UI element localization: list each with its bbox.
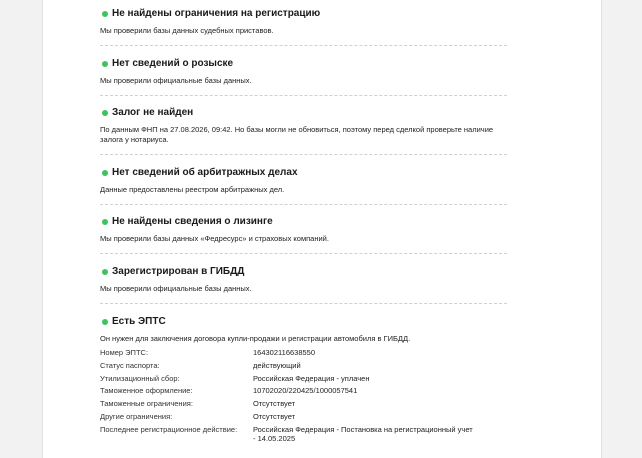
epts-row-customs xyxy=(100,386,508,396)
epts-row-recycling-fee xyxy=(100,374,508,384)
check-leasing xyxy=(100,215,508,244)
epts-key: Таможенные ограничения: xyxy=(100,399,193,409)
check-title: Есть ЭПТС xyxy=(112,316,166,327)
check-pledge xyxy=(100,106,508,145)
epts-key: Последнее регистрационное действие: xyxy=(100,424,238,434)
status-ok-icon xyxy=(102,170,108,176)
check-description: Мы проверили базы данных судебных приставов. xyxy=(100,26,274,35)
check-description: Мы проверили базы данных «Федресурс» и страховых компаний. xyxy=(100,234,329,243)
status-ok-icon xyxy=(102,11,108,17)
epts-key: Статус паспорта: xyxy=(100,360,160,370)
epts-key: Номер ЭПТС: xyxy=(100,348,149,357)
epts-value: Отсутствует xyxy=(253,411,296,421)
divider xyxy=(100,204,507,205)
check-title: Нет сведений о розыске xyxy=(112,58,234,69)
epts-details xyxy=(100,348,508,444)
epts-value: Российская Федерация - уплачен xyxy=(253,373,370,383)
divider xyxy=(100,45,507,46)
epts-row-last-registration xyxy=(100,425,508,444)
check-description: Мы проверили официальные базы данных. xyxy=(100,284,252,293)
check-title: Не найдены сведения о лизинге xyxy=(112,216,273,227)
epts-value: Российская Федерация - Постановка на регистрационный учет - 14.05.2025 xyxy=(253,424,473,444)
divider xyxy=(100,253,507,254)
check-description: Мы проверили официальные базы данных. xyxy=(100,76,252,85)
epts-row-other-restrictions xyxy=(100,412,508,422)
check-description: Он нужен для заключения договора купли-продажи и регистрации автомобиля в ГИБДД. xyxy=(100,334,411,343)
status-ok-icon xyxy=(102,269,108,275)
status-ok-icon xyxy=(102,61,108,67)
check-description: Данные предоставлены реестром арбитражных дел. xyxy=(100,185,285,194)
check-arbitration xyxy=(100,166,508,195)
check-epts xyxy=(100,315,508,447)
epts-value: Отсутствует xyxy=(253,399,296,409)
check-title: Не найдены ограничения на регистрацию xyxy=(112,8,321,19)
epts-row-status xyxy=(100,361,508,371)
status-ok-icon xyxy=(102,110,108,116)
status-ok-icon xyxy=(102,319,108,325)
divider xyxy=(100,154,507,155)
check-registration-restrictions xyxy=(100,7,508,36)
epts-value: 164302116638550 xyxy=(253,348,316,357)
divider xyxy=(100,95,507,96)
divider xyxy=(100,303,507,304)
epts-value: действующий xyxy=(253,360,301,370)
epts-row-customs-restrictions xyxy=(100,399,508,409)
epts-row-number xyxy=(100,348,508,358)
check-wanted xyxy=(100,57,508,86)
status-ok-icon xyxy=(102,219,108,225)
epts-value: 10702020/220425/1000057541 xyxy=(253,386,358,396)
check-title: Залог не найден xyxy=(112,107,194,118)
check-title: Нет сведений об арбитражных делах xyxy=(112,167,298,178)
check-description: По данным ФНП на 27.08.2026, 09:42. Но базы могли не обновиться, поэтому перед сделкой проверьте наличие залога у нотариуса. xyxy=(100,125,494,144)
epts-key: Другие ограничения: xyxy=(100,411,173,421)
epts-key: Таможенное оформление: xyxy=(100,386,193,396)
check-gibdd-registration xyxy=(100,265,508,294)
epts-key: Утилизационный сбор: xyxy=(100,373,180,383)
check-title: Зарегистрирован в ГИБДД xyxy=(112,266,245,277)
